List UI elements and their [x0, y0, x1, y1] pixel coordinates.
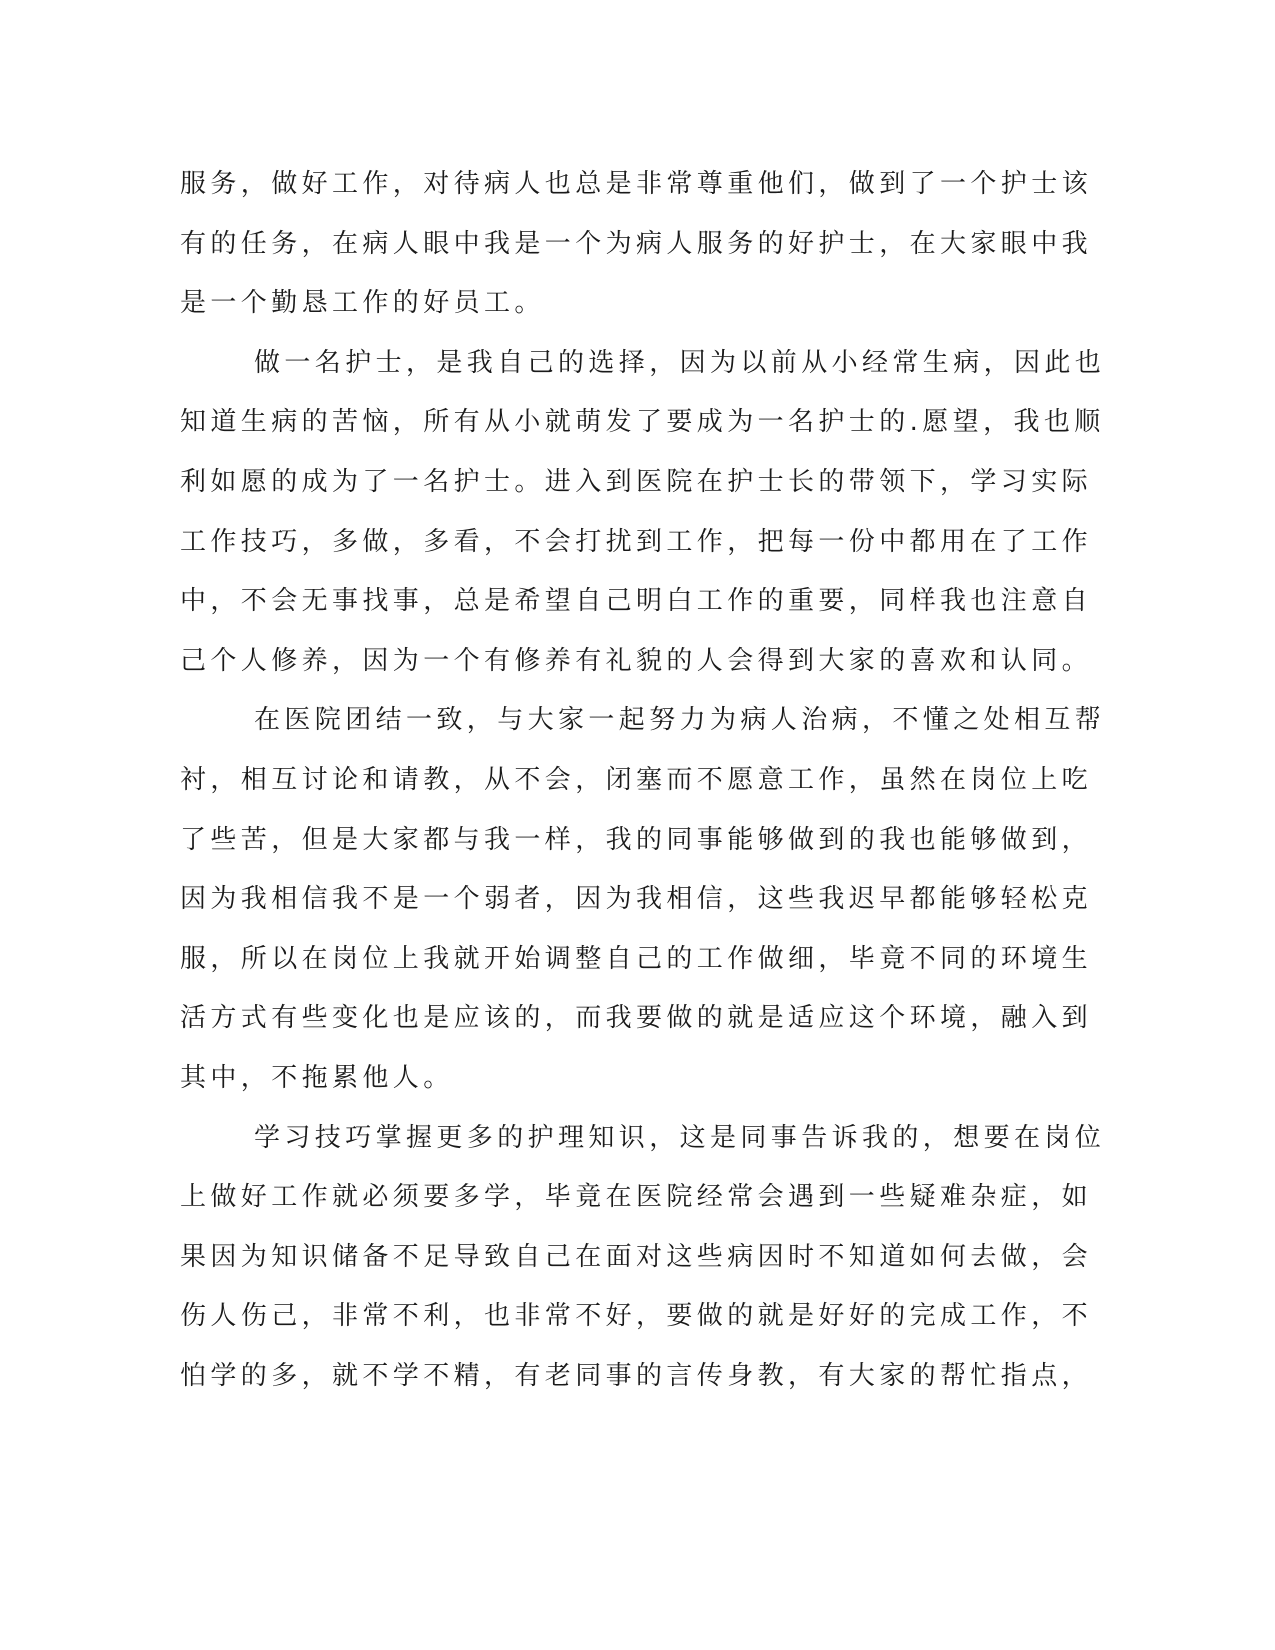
paragraph-line: 是一个勤恳工作的好员工。 — [180, 288, 545, 319]
paragraph-line: 衬，相互讨论和请教，从不会，闭塞而不愿意工作，虽然在岗位上吃 — [180, 764, 1093, 795]
paragraph-line: 怕学的多，就不学不精，有老同事的言传身教，有大家的帮忙指点， — [180, 1360, 1093, 1391]
paragraph-first-line: 在医院团结一致，与大家一起努力为病人治病，不懂之处相互帮 — [254, 705, 1106, 736]
paragraph-line: 服，所以在岗位上我就开始调整自己的工作做细，毕竟不同的环境生 — [180, 943, 1093, 974]
paragraph-line: 果因为知识储备不足导致自己在面对这些病因时不知道如何去做，会 — [180, 1241, 1093, 1272]
paragraph-line: 有的任务，在病人眼中我是一个为病人服务的好护士，在大家眼中我 — [180, 228, 1093, 259]
paragraph-first-line: 学习技巧掌握更多的护理知识，这是同事告诉我的，想要在岗位 — [254, 1122, 1106, 1153]
paragraph-line: 服务，做好工作，对待病人也总是非常尊重他们，做到了一个护士该 — [180, 169, 1093, 199]
paragraph-line: 己个人修养，因为一个有修养有礼貌的人会得到大家的喜欢和认同。 — [180, 645, 1093, 676]
paragraph-line: 工作技巧，多做，多看，不会打扰到工作，把每一份中都用在了工作 — [180, 526, 1093, 557]
paragraph-line: 因为我相信我不是一个弱者，因为我相信，这些我迟早都能够轻松克 — [180, 884, 1093, 915]
paragraph-line: 其中，不拖累他人。 — [180, 1062, 454, 1093]
paragraph-line: 伤人伤己，非常不利，也非常不好，要做的就是好好的完成工作，不 — [180, 1301, 1093, 1332]
paragraph-first-line: 做一名护士，是我自己的选择，因为以前从小经常生病，因此也 — [254, 347, 1106, 378]
paragraph-line: 知道生病的苦恼，所有从小就萌发了要成为一名护士的.愿望，我也顺 — [180, 407, 1105, 438]
paragraph-line: 活方式有些变化也是应该的，而我要做的就是适应这个环境，融入到 — [180, 1003, 1093, 1034]
paragraph-line: 上做好工作就必须要多学，毕竟在医院经常会遇到一些疑难杂症，如 — [180, 1182, 1093, 1213]
body-text — [180, 155, 1106, 1406]
paragraph-line: 中，不会无事找事，总是希望自己明白工作的重要，同样我也注意自 — [180, 586, 1093, 617]
paragraph-line: 利如愿的成为了一名护士。进入到医院在护士长的带领下，学习实际 — [180, 466, 1093, 497]
paragraph-line: 了些苦，但是大家都与我一样，我的同事能够做到的我也能够做到， — [180, 824, 1093, 855]
